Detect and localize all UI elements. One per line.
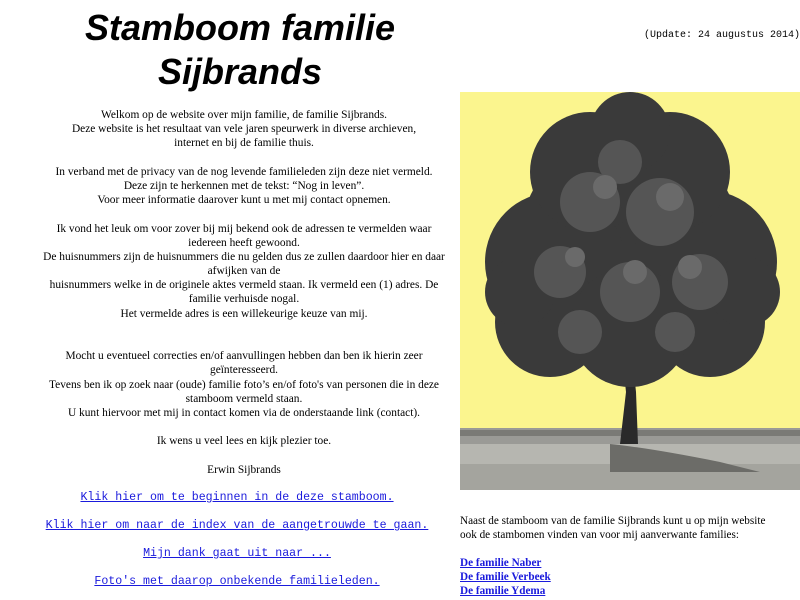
intro-line (14, 420, 474, 434)
dank-link[interactable]: Mijn dank gaat uit naar ... (143, 547, 331, 560)
intro-line: Mocht u eventueel correcties en/of aanvullingen hebben dan ben ik hierin zeer (65, 350, 423, 363)
intro-line: stamboom vermeld staan. (185, 392, 303, 405)
intro-line: afwijken van de (207, 265, 281, 278)
family-ydema-link[interactable]: De familie Ydema (460, 585, 546, 597)
page-title (20, 6, 460, 94)
intro-line (14, 207, 474, 221)
intro-line (14, 449, 474, 463)
signature: Erwin Sijbrands (207, 463, 281, 476)
intro-text (14, 108, 474, 477)
start-stamboom-link[interactable]: Klik hier om te beginnen in de deze stamboom. (80, 491, 394, 504)
intro-line: Het vermelde adres is een willekeurige keuze van mij. (120, 307, 368, 320)
intro-line (14, 335, 474, 349)
intro-line: familie verhuisde nogal. (188, 293, 300, 306)
intro-line (14, 151, 474, 165)
intro-line: Ik vond het leuk om voor zover bij mij bekend ook de adressen te vermelden waar (56, 222, 432, 235)
intro-line (14, 321, 474, 335)
intro-line: In verband met de privacy van de nog levende familieleden zijn deze niet vermeld. (55, 165, 433, 178)
page-title-line1: Stamboom familie (84, 7, 396, 48)
tree-illustration (460, 92, 800, 490)
onbekende-fotos-link[interactable]: Foto's met daarop onbekende familieleden. (94, 575, 380, 588)
related-intro-line1: Naast de stamboom van de familie Sijbrands kunt u op mijn website (460, 515, 766, 527)
navigation-links (14, 489, 460, 600)
update-date: (Update: 24 augustus 2014) (643, 30, 800, 41)
intro-line: Deze zijn te herkennen met de tekst: “Nog in leven”. (123, 179, 365, 192)
intro-line: geïnteresseerd. (210, 364, 278, 377)
page-title-line2: Sijbrands (157, 51, 323, 92)
family-naber-link[interactable]: De familie Naber (460, 557, 542, 569)
intro-line: Ik wens u veel lees en kijk plezier toe. (156, 435, 332, 448)
related-families (460, 514, 800, 598)
spacer (460, 542, 800, 556)
intro-line: internet en bij de familie thuis. (174, 137, 314, 150)
intro-line: De huisnummers zijn de huisnummers die nu gelden dus ze zullen daardoor hier en daar (43, 250, 445, 263)
intro-line: Voor meer informatie daarover kunt u met mij contact opnemen. (97, 194, 391, 207)
intro-line: Deze website is het resultaat van vele jaren speurwerk in diverse archieven, (71, 123, 417, 136)
intro-line: iedereen heeft gewoond. (188, 236, 300, 249)
family-verbeek-link[interactable]: De familie Verbeek (460, 571, 551, 583)
intro-line: U kunt hiervoor met mij in contact komen via de onderstaande link (contact). (67, 406, 421, 419)
index-aangetrouwden-link[interactable]: Klik hier om naar de index van de aangetrouwde te gaan. (45, 519, 429, 532)
related-intro-line2: ook de stambomen vinden van voor mij aanverwante families: (460, 529, 739, 541)
intro-line: Tevens ben ik op zoek naar (oude) familie foto’s en/of foto's van personen die in deze (49, 378, 439, 391)
tree-photo (460, 92, 800, 490)
intro-line: Welkom op de website over mijn familie, de familie Sijbrands. (101, 109, 387, 121)
intro-line: huisnummers welke in de originele aktes vermeld staan. Ik vermeld een (1) adres. De (49, 279, 439, 292)
